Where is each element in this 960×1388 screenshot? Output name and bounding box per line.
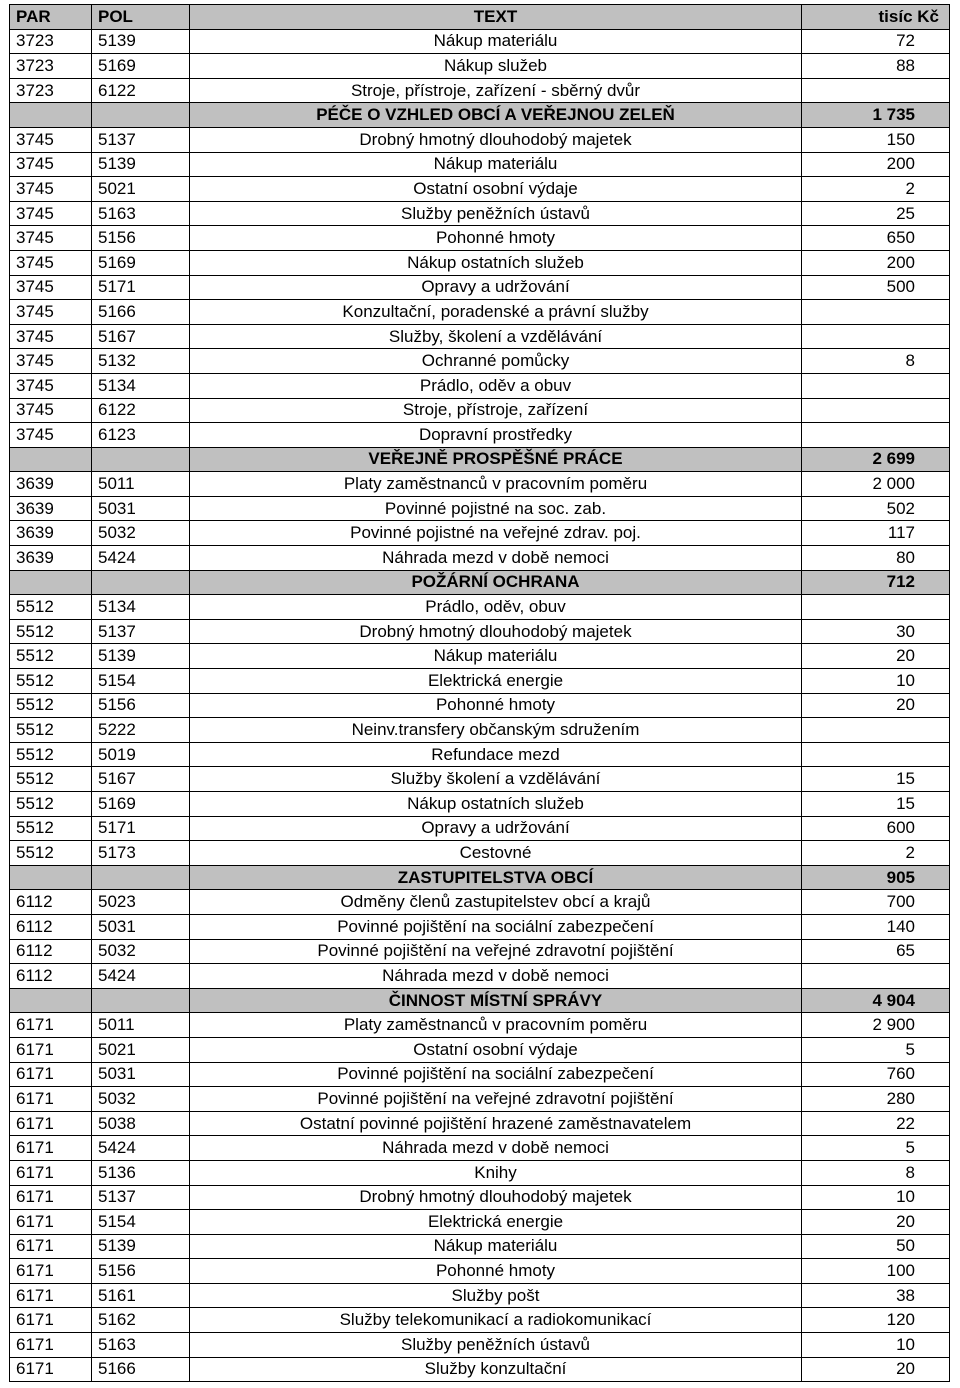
table-row: [10, 595, 950, 620]
table-row: [10, 1136, 950, 1161]
cell-text: Služby telekomunikací a radiokomunikací: [190, 1308, 802, 1333]
cell-pol: 5424: [92, 1136, 190, 1161]
cell-pol: 5222: [92, 718, 190, 743]
cell-par: 3723: [10, 29, 92, 54]
cell-amount: 8: [802, 349, 950, 374]
cell-pol: 5139: [92, 152, 190, 177]
cell-text: Platy zaměstnanců v pracovním poměru: [190, 1013, 802, 1038]
cell-text: Prádlo, oděv a obuv: [190, 373, 802, 398]
cell-text: Ostatní osobní výdaje: [190, 1037, 802, 1062]
cell-pol: 6122: [92, 78, 190, 103]
table-row: [10, 324, 950, 349]
cell-amount: 140: [802, 914, 950, 939]
cell-pol: 5011: [92, 1013, 190, 1038]
cell-text: Opravy a udržování: [190, 275, 802, 300]
cell-par: 3639: [10, 472, 92, 497]
cell-par: [10, 447, 92, 472]
cell-amount: 10: [802, 1333, 950, 1358]
cell-amount: 500: [802, 275, 950, 300]
cell-par: [10, 103, 92, 128]
cell-text: Povinné pojistné na veřejné zdrav. poj.: [190, 521, 802, 546]
cell-amount: 65: [802, 939, 950, 964]
table-row: [10, 1160, 950, 1185]
cell-pol: 5139: [92, 29, 190, 54]
cell-amount: 30: [802, 619, 950, 644]
cell-pol: 5156: [92, 693, 190, 718]
cell-par: 5512: [10, 693, 92, 718]
cell-text: Nákup materiálu: [190, 29, 802, 54]
cell-amount: 72: [802, 29, 950, 54]
cell-amount: 120: [802, 1308, 950, 1333]
cell-pol: [92, 865, 190, 890]
cell-par: 3745: [10, 177, 92, 202]
cell-text: Platy zaměstnanců v pracovním poměru: [190, 472, 802, 497]
cell-pol: 5163: [92, 1333, 190, 1358]
cell-par: 6171: [10, 1308, 92, 1333]
cell-amount: 712: [802, 570, 950, 595]
cell-text: Stroje, přístroje, zařízení: [190, 398, 802, 423]
cell-amount: [802, 423, 950, 448]
cell-text: Nákup materiálu: [190, 1234, 802, 1259]
cell-par: 5512: [10, 841, 92, 866]
cell-par: [10, 865, 92, 890]
section-row: [10, 988, 950, 1013]
cell-par: 3639: [10, 546, 92, 571]
header-par: PAR: [10, 5, 92, 30]
cell-pol: 5156: [92, 1259, 190, 1284]
cell-pol: 5021: [92, 1037, 190, 1062]
cell-text: Povinné pojištění na veřejné zdravotní pojištění: [190, 939, 802, 964]
cell-amount: 200: [802, 152, 950, 177]
cell-text: Nákup materiálu: [190, 152, 802, 177]
cell-pol: 5038: [92, 1111, 190, 1136]
section-row: [10, 103, 950, 128]
cell-pol: 5021: [92, 177, 190, 202]
table-row: [10, 1037, 950, 1062]
table-row: [10, 939, 950, 964]
cell-pol: 5161: [92, 1283, 190, 1308]
cell-par: 5512: [10, 644, 92, 669]
cell-text: Elektrická energie: [190, 1210, 802, 1235]
cell-par: 6171: [10, 1037, 92, 1062]
table-row: [10, 226, 950, 251]
header-amount: tisíc Kč: [802, 5, 950, 30]
cell-pol: 5163: [92, 201, 190, 226]
cell-text: Refundace mezd: [190, 742, 802, 767]
cell-text: Služby konzultační: [190, 1357, 802, 1382]
cell-par: 6171: [10, 1210, 92, 1235]
cell-text: ČINNOST MÍSTNÍ SPRÁVY: [190, 988, 802, 1013]
table-row: [10, 644, 950, 669]
cell-par: 6171: [10, 1136, 92, 1161]
cell-par: 6171: [10, 1259, 92, 1284]
cell-pol: 5032: [92, 1087, 190, 1112]
table-row: [10, 1185, 950, 1210]
cell-pol: 5169: [92, 792, 190, 817]
cell-text: Odměny členů zastupitelstev obcí a krajů: [190, 890, 802, 915]
table-row: [10, 496, 950, 521]
table-row: [10, 398, 950, 423]
cell-amount: 502: [802, 496, 950, 521]
cell-text: Drobný hmotný dlouhodobý majetek: [190, 1185, 802, 1210]
table-row: [10, 890, 950, 915]
cell-text: Služby školení a vzdělávání: [190, 767, 802, 792]
table-row: [10, 78, 950, 103]
cell-par: [10, 570, 92, 595]
cell-pol: 5132: [92, 349, 190, 374]
table-header: [10, 5, 950, 30]
cell-par: [10, 988, 92, 1013]
cell-amount: 117: [802, 521, 950, 546]
cell-amount: [802, 718, 950, 743]
cell-text: Opravy a udržování: [190, 816, 802, 841]
cell-par: 3745: [10, 300, 92, 325]
cell-text: PÉČE O VZHLED OBCÍ A VEŘEJNOU ZELEŇ: [190, 103, 802, 128]
cell-text: VEŘEJNĚ PROSPĚŠNÉ PRÁCE: [190, 447, 802, 472]
cell-par: 6171: [10, 1357, 92, 1382]
table-row: [10, 349, 950, 374]
cell-pol: 5171: [92, 275, 190, 300]
cell-text: Pohonné hmoty: [190, 1259, 802, 1284]
cell-amount: 10: [802, 669, 950, 694]
cell-par: 3745: [10, 324, 92, 349]
cell-pol: 5169: [92, 54, 190, 79]
cell-pol: 6122: [92, 398, 190, 423]
cell-text: Náhrada mezd v době nemoci: [190, 546, 802, 571]
cell-amount: 2 900: [802, 1013, 950, 1038]
cell-amount: 2 000: [802, 472, 950, 497]
cell-amount: 650: [802, 226, 950, 251]
cell-text: Prádlo, oděv, obuv: [190, 595, 802, 620]
table-row: [10, 275, 950, 300]
cell-amount: 22: [802, 1111, 950, 1136]
cell-pol: 5137: [92, 1185, 190, 1210]
cell-text: Náhrada mezd v době nemoci: [190, 1136, 802, 1161]
cell-text: Pohonné hmoty: [190, 693, 802, 718]
table-row: [10, 1087, 950, 1112]
budget-table: [9, 4, 950, 1382]
cell-par: 3745: [10, 152, 92, 177]
cell-pol: 5031: [92, 914, 190, 939]
cell-pol: 5424: [92, 546, 190, 571]
table-row: [10, 742, 950, 767]
header-pol: POL: [92, 5, 190, 30]
table-row: [10, 1210, 950, 1235]
cell-text: Knihy: [190, 1160, 802, 1185]
cell-pol: 5031: [92, 1062, 190, 1087]
cell-text: Služby peněžních ústavů: [190, 1333, 802, 1358]
cell-par: 5512: [10, 718, 92, 743]
cell-par: 5512: [10, 669, 92, 694]
cell-amount: [802, 595, 950, 620]
cell-pol: 5031: [92, 496, 190, 521]
table-row: [10, 54, 950, 79]
table-row: [10, 792, 950, 817]
cell-text: ZASTUPITELSTVA OBCÍ: [190, 865, 802, 890]
cell-pol: 5162: [92, 1308, 190, 1333]
cell-pol: 5166: [92, 300, 190, 325]
table-row: [10, 693, 950, 718]
cell-par: 6171: [10, 1160, 92, 1185]
cell-text: Elektrická energie: [190, 669, 802, 694]
cell-amount: 200: [802, 250, 950, 275]
cell-par: 5512: [10, 767, 92, 792]
cell-par: 3745: [10, 226, 92, 251]
cell-text: Nákup materiálu: [190, 644, 802, 669]
cell-text: Neinv.transfery občanským sdružením: [190, 718, 802, 743]
header-row: [10, 5, 950, 30]
cell-pol: 5032: [92, 521, 190, 546]
cell-pol: 5134: [92, 373, 190, 398]
table-row: [10, 127, 950, 152]
table-row: [10, 767, 950, 792]
cell-par: 5512: [10, 595, 92, 620]
cell-amount: 150: [802, 127, 950, 152]
cell-pol: 5156: [92, 226, 190, 251]
table-row: [10, 964, 950, 989]
cell-pol: 5154: [92, 669, 190, 694]
cell-amount: 600: [802, 816, 950, 841]
cell-text: Služby, školení a vzdělávání: [190, 324, 802, 349]
cell-amount: 905: [802, 865, 950, 890]
cell-pol: 5032: [92, 939, 190, 964]
table-row: [10, 669, 950, 694]
cell-par: 6171: [10, 1234, 92, 1259]
table-body: [10, 29, 950, 1382]
cell-amount: 20: [802, 1357, 950, 1382]
cell-par: 3745: [10, 201, 92, 226]
cell-amount: 15: [802, 767, 950, 792]
cell-par: 3745: [10, 373, 92, 398]
cell-par: 6112: [10, 890, 92, 915]
cell-text: POŽÁRNÍ OCHRANA: [190, 570, 802, 595]
cell-par: 5512: [10, 619, 92, 644]
cell-pol: 5139: [92, 1234, 190, 1259]
table-row: [10, 373, 950, 398]
cell-text: Dopravní prostředky: [190, 423, 802, 448]
cell-amount: [802, 398, 950, 423]
cell-amount: 760: [802, 1062, 950, 1087]
cell-pol: [92, 988, 190, 1013]
cell-text: Nákup ostatních služeb: [190, 250, 802, 275]
table-row: [10, 816, 950, 841]
cell-par: 3745: [10, 423, 92, 448]
cell-text: Služby pošt: [190, 1283, 802, 1308]
cell-pol: 5167: [92, 324, 190, 349]
cell-pol: 5137: [92, 127, 190, 152]
table-row: [10, 29, 950, 54]
cell-text: Povinné pojištění na sociální zabezpečení: [190, 914, 802, 939]
cell-text: Pohonné hmoty: [190, 226, 802, 251]
table-row: [10, 472, 950, 497]
cell-amount: [802, 78, 950, 103]
cell-amount: 700: [802, 890, 950, 915]
table-row: [10, 521, 950, 546]
cell-amount: 2 699: [802, 447, 950, 472]
cell-par: 3723: [10, 78, 92, 103]
cell-par: 3745: [10, 127, 92, 152]
table-row: [10, 718, 950, 743]
cell-amount: 5: [802, 1037, 950, 1062]
header-text: TEXT: [190, 5, 802, 30]
table-row: [10, 914, 950, 939]
cell-pol: 5424: [92, 964, 190, 989]
cell-pol: 5134: [92, 595, 190, 620]
table-row: [10, 1283, 950, 1308]
cell-pol: 5166: [92, 1357, 190, 1382]
cell-amount: 20: [802, 1210, 950, 1235]
cell-text: Konzultační, poradenské a právní služby: [190, 300, 802, 325]
table-row: [10, 423, 950, 448]
cell-text: Ostatní povinné pojištění hrazené zaměstnavatelem: [190, 1111, 802, 1136]
cell-pol: 5136: [92, 1160, 190, 1185]
table-row: [10, 1111, 950, 1136]
cell-par: 5512: [10, 816, 92, 841]
table-row: [10, 1308, 950, 1333]
cell-par: 6171: [10, 1185, 92, 1210]
table-row: [10, 619, 950, 644]
cell-amount: 10: [802, 1185, 950, 1210]
table-row: [10, 1333, 950, 1358]
cell-pol: 5139: [92, 644, 190, 669]
table-row: [10, 841, 950, 866]
cell-par: 3723: [10, 54, 92, 79]
section-row: [10, 570, 950, 595]
cell-amount: 50: [802, 1234, 950, 1259]
cell-pol: [92, 447, 190, 472]
table-row: [10, 1013, 950, 1038]
cell-par: 6171: [10, 1111, 92, 1136]
cell-text: Povinné pojištění na veřejné zdravotní pojištění: [190, 1087, 802, 1112]
table-row: [10, 152, 950, 177]
cell-pol: 5171: [92, 816, 190, 841]
cell-amount: [802, 742, 950, 767]
cell-text: Stroje, přístroje, zařízení - sběrný dvůr: [190, 78, 802, 103]
cell-par: 6171: [10, 1013, 92, 1038]
table-row: [10, 1234, 950, 1259]
cell-amount: 80: [802, 546, 950, 571]
table-row: [10, 177, 950, 202]
cell-par: 5512: [10, 792, 92, 817]
cell-pol: 5019: [92, 742, 190, 767]
cell-amount: [802, 324, 950, 349]
cell-par: 5512: [10, 742, 92, 767]
cell-par: 6171: [10, 1333, 92, 1358]
cell-par: 6112: [10, 914, 92, 939]
budget-document: [9, 4, 949, 1382]
cell-text: Cestovné: [190, 841, 802, 866]
cell-pol: [92, 103, 190, 128]
cell-amount: 25: [802, 201, 950, 226]
cell-amount: 4 904: [802, 988, 950, 1013]
cell-amount: 2: [802, 177, 950, 202]
cell-amount: 8: [802, 1160, 950, 1185]
cell-amount: 1 735: [802, 103, 950, 128]
cell-amount: 100: [802, 1259, 950, 1284]
cell-pol: [92, 570, 190, 595]
cell-text: Drobný hmotný dlouhodobý majetek: [190, 619, 802, 644]
cell-par: 3745: [10, 349, 92, 374]
cell-amount: 20: [802, 644, 950, 669]
cell-par: 6112: [10, 964, 92, 989]
cell-amount: [802, 300, 950, 325]
cell-text: Povinné pojistné na soc. zab.: [190, 496, 802, 521]
cell-pol: 5173: [92, 841, 190, 866]
cell-par: 3639: [10, 496, 92, 521]
cell-par: 3639: [10, 521, 92, 546]
cell-text: Drobný hmotný dlouhodobý majetek: [190, 127, 802, 152]
table-row: [10, 250, 950, 275]
cell-pol: 5154: [92, 1210, 190, 1235]
table-row: [10, 1062, 950, 1087]
table-row: [10, 1259, 950, 1284]
cell-text: Ochranné pomůcky: [190, 349, 802, 374]
cell-par: 3745: [10, 250, 92, 275]
cell-text: Náhrada mezd v době nemoci: [190, 964, 802, 989]
section-row: [10, 865, 950, 890]
table-row: [10, 300, 950, 325]
cell-pol: 5137: [92, 619, 190, 644]
cell-amount: 38: [802, 1283, 950, 1308]
cell-amount: [802, 964, 950, 989]
cell-amount: 88: [802, 54, 950, 79]
section-row: [10, 447, 950, 472]
cell-par: 6171: [10, 1283, 92, 1308]
cell-pol: 5167: [92, 767, 190, 792]
cell-amount: 280: [802, 1087, 950, 1112]
cell-amount: 15: [802, 792, 950, 817]
cell-par: 3745: [10, 398, 92, 423]
table-row: [10, 1357, 950, 1382]
cell-amount: [802, 373, 950, 398]
cell-text: Nákup služeb: [190, 54, 802, 79]
cell-amount: 5: [802, 1136, 950, 1161]
cell-text: Služby peněžních ústavů: [190, 201, 802, 226]
cell-pol: 5023: [92, 890, 190, 915]
cell-par: 6112: [10, 939, 92, 964]
cell-pol: 5169: [92, 250, 190, 275]
cell-text: Povinné pojištění na sociální zabezpečení: [190, 1062, 802, 1087]
cell-par: 6171: [10, 1062, 92, 1087]
cell-text: Ostatní osobní výdaje: [190, 177, 802, 202]
table-row: [10, 546, 950, 571]
cell-text: Nákup ostatních služeb: [190, 792, 802, 817]
cell-amount: 20: [802, 693, 950, 718]
cell-par: 3745: [10, 275, 92, 300]
cell-amount: 2: [802, 841, 950, 866]
cell-par: 6171: [10, 1087, 92, 1112]
cell-pol: 5011: [92, 472, 190, 497]
table-row: [10, 201, 950, 226]
cell-pol: 6123: [92, 423, 190, 448]
